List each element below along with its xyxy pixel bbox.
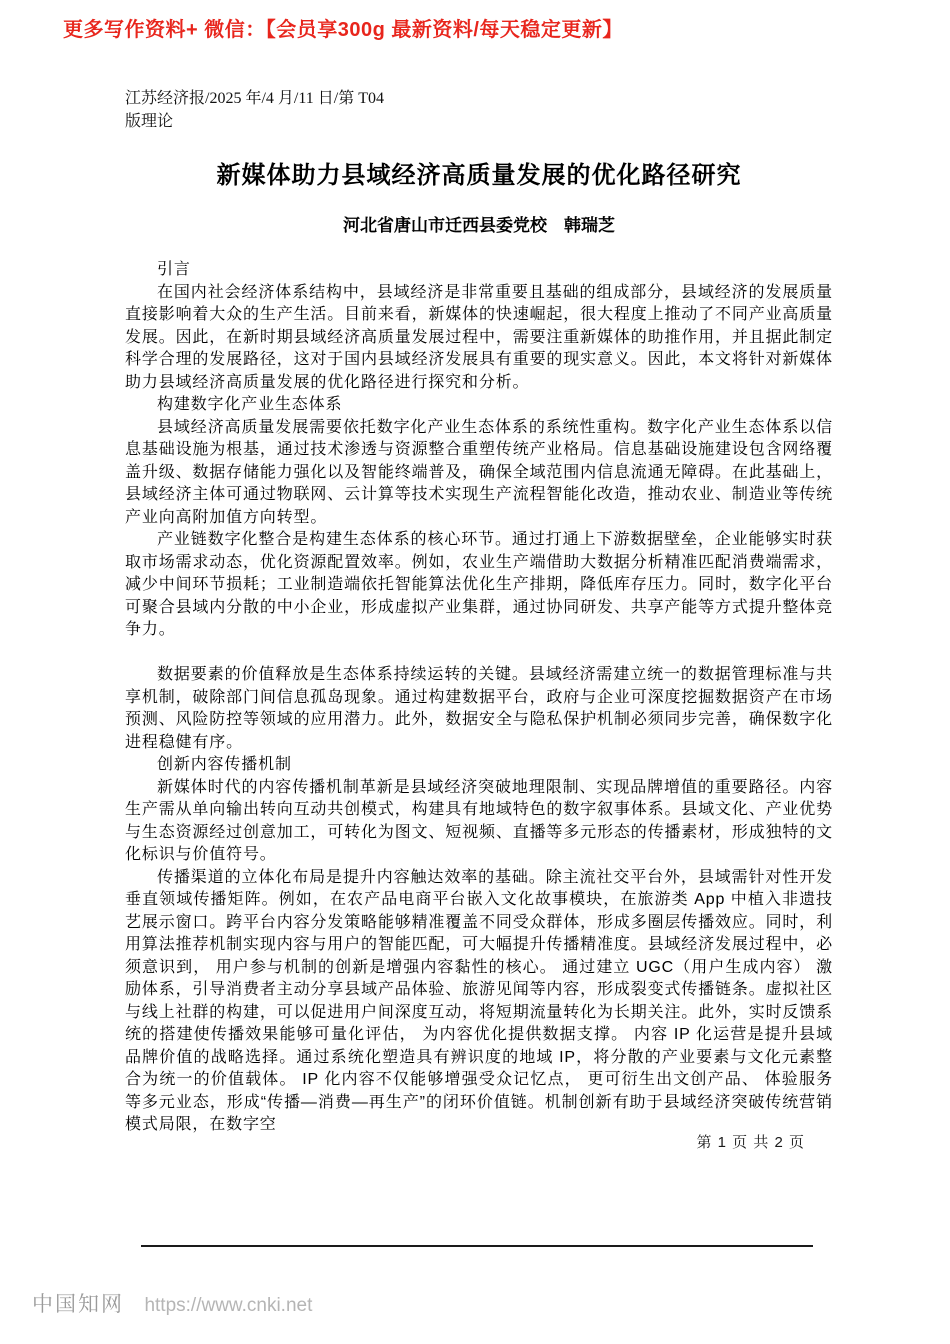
- body-paragraph: 传播渠道的立体化布局是提升内容触达效率的基础。除主流社交平台外，县域需针对性开发垂直领域传播矩阵。例如，在农产品电商平台嵌入文化故事模块，在旅游类 App 中植入非遗技艺展示窗口。跨平台内容分发策略能够精准覆盖不同受众群体，形成多圈层传播效应。同时，利用算法推荐机制实现内容与用户的智能匹配，可大幅提升传播精准度。县域经济发展过程中，必须意识到， 用户参与机制的创新是增强内容黏性的核心。 通过建立 UGC（用户生成内容） 激励体系，引导消费者主动分享县域产品体验、旅游见闻等内容，形成裂变式传播链条。虚拟社区与线上社群的构建，可以促进用户间深度互动，将短期流量转化为长期关注。此外，实时反馈系统的搭建使传播效果能够可量化评估， 为内容优化提供数据支撑。 内容 IP 化运营是提升县域品牌价值的战略选择。通过系统化塑造具有辨识度的地域 IP，将分散的产业要素与文化元素整合为统一的价值载体。 IP 化内容不仅能够增强受众记忆点， 更可衍生出文创产品、 体验服务等多元业态，形成“传播—消费—再生产”的闭环价值链。机制创新有助于县域经济突破传统营销模式局限，在数字空: [125, 868, 833, 1133]
- cnki-url-link[interactable]: https://www.cnki.net: [144, 1295, 313, 1316]
- source-publication-line: 江苏经济报/2025 年/4 月/11 日/第 T04: [125, 90, 384, 107]
- body-paragraph: 在国内社会经济体系结构中，县域经济是非常重要且基础的组成部分，县域经济的发展质量直接影响着大众的生产生活。目前来看，新媒体的快速崛起，很大程度上推动了不同产业高质量发展。因此，在新时期县域经济高质量发展过程中，需要注重新媒体的助推作用，并且据此制定科学合理的发展路径，这对于国内县域经济发展具有重要的现实意义。因此，本文将针对新媒体助力县域经济高质量发展的优化路径进行探究和分析。: [125, 283, 833, 391]
- article-author: 河北省唐山市迁西县委党校 韩瑞芝: [343, 216, 615, 235]
- cnki-watermark: [32, 1288, 312, 1318]
- footer-divider-line: [141, 1245, 813, 1247]
- source-block: [125, 87, 384, 133]
- article-body: [125, 259, 833, 1137]
- body-paragraph: 产业链数字化整合是构建生态体系的核心环节。通过打通上下游数据壁垒，企业能够实时获取市场需求动态，优化资源配置效率。例如，农业生产端借助大数据分析精准匹配消费端需求，减少中间环节损耗；工业制造端依托智能算法优化生产排期，降低库存压力。同时，数字化平台可聚合县域内分散的中小企业，形成虚拟产业集群，通过协同研发、共享产能等方式提升整体竞争力。: [125, 531, 833, 638]
- body-paragraph: 数据要素的价值释放是生态体系持续运转的关键。县域经济需建立统一的数据管理标准与共享机制，破除部门间信息孤岛现象。通过构建数据平台，政府与企业可深度挖掘数据资产在市场预测、风险防控等领域的应用潜力。此外，数据安全与隐私保护机制必须同步完善，确保数字化进程稳健有序。: [125, 666, 833, 751]
- article-title: 新媒体助力县域经济高质量发展的优化路径研究: [216, 162, 742, 189]
- promo-banner-text: 更多写作资料+ 微信：【会员享300g 最新资料/每天稳定更新】: [63, 19, 623, 41]
- section-heading: 构建数字化产业生态体系: [157, 396, 343, 413]
- section-heading: 创新内容传播机制: [157, 756, 292, 773]
- page-number: 第 1 页 共 2 页: [696, 1134, 805, 1151]
- source-section-line: 版理论: [125, 113, 174, 130]
- body-paragraph: 县域经济高质量发展需要依托数字化产业生态体系的系统性重构。数字化产业生态体系以信息基础设施为根基，通过技术渗透与资源整合重塑传统产业格局。信息基础设施建设包含网络覆盖升级、数据存储能力强化以及智能终端普及，确保全域范围内信息流通无障碍。在此基础上，县域经济主体可通过物联网、云计算等技术实现生产流程智能化改造，推动农业、制造业等传统产业向高附加值方向转型。: [125, 418, 833, 526]
- body-paragraph: 新媒体时代的内容传播机制革新是县域经济突破地理限制、实现品牌增值的重要路径。内容生产需从单向输出转向互动共创模式，构建具有地域特色的数字叙事体系。县域文化、产业优势与生态资源经过创意加工，可转化为图文、短视频、直播等多元形态的传播素材，形成独特的文化标识与价值符号。: [125, 778, 833, 863]
- cnki-brand-text: 中国知网: [32, 1293, 124, 1316]
- section-heading: 引言: [157, 261, 191, 278]
